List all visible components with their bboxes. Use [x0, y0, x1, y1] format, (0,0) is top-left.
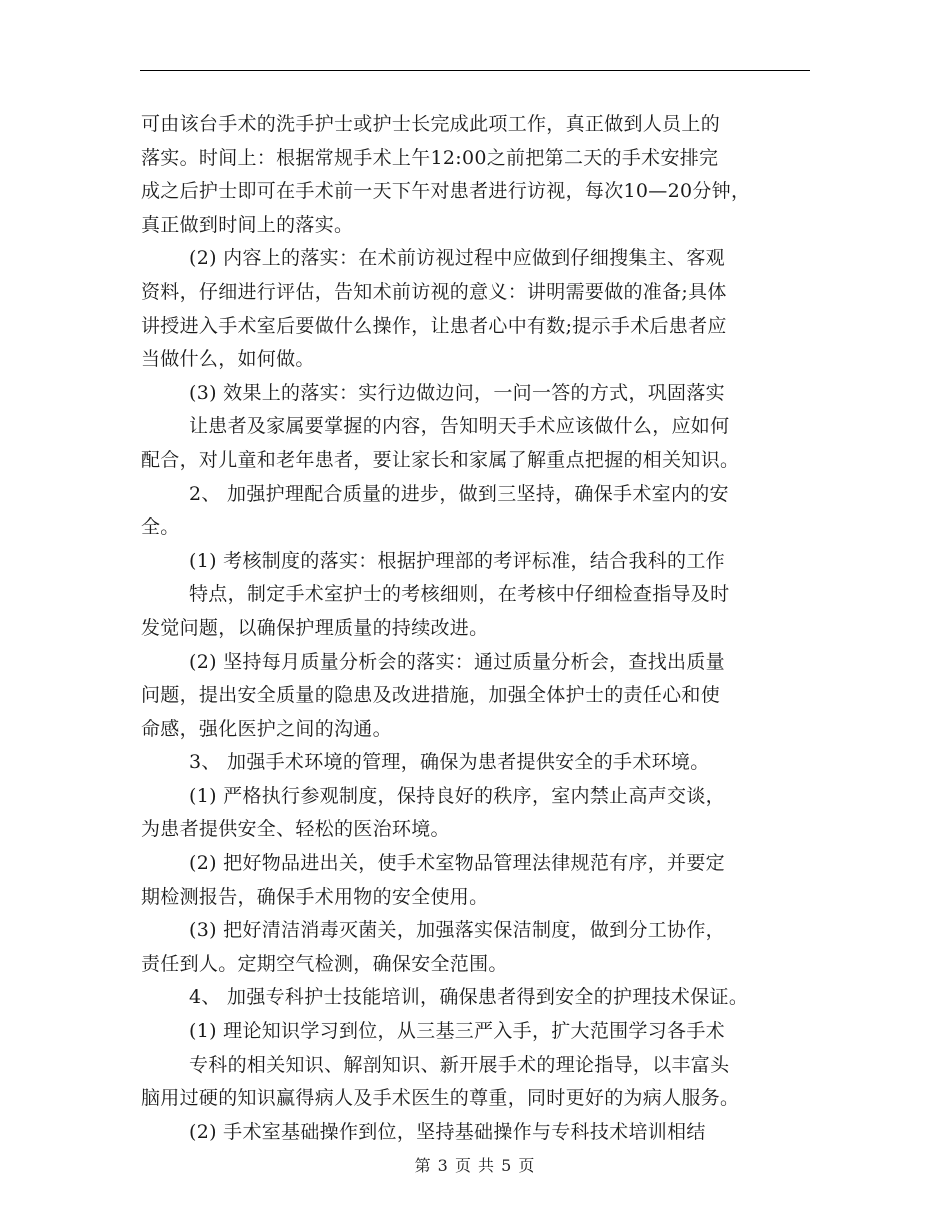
text-line: 全。 [141, 516, 180, 539]
text-line: 真正做到时间上的落实。 [141, 213, 354, 236]
text-line: 脑用过硬的知识赢得病人及手术医生的尊重，同时更好的为病人服务。 [141, 1087, 740, 1110]
paragraph-item: (2) 把好物品进出关，使手术室物品管理法律规范有序，并要定 [189, 852, 725, 875]
paragraph-item: (1) 严格执行参观制度，保持良好的秩序，室内禁止高声交谈， [189, 784, 725, 807]
text-line: 让患者及家属要掌握的内容，告知明天手术应该做什么，应如何 [189, 415, 730, 438]
header-rule [140, 70, 810, 71]
text-line: 发觉问题，以确保护理质量的持续改进。 [141, 616, 489, 639]
text-line: 为患者提供安全、轻松的医治环境。 [141, 818, 450, 841]
paragraph-item: (3) 效果上的落实：实行边做边问，一问一答的方式，巩固落实 [189, 381, 725, 404]
document-body [141, 108, 821, 1149]
text-line: 专科的相关知识、解剖知识、新开展手术的理论指导，以丰富头 [189, 1053, 730, 1076]
paragraph-item: (1) 理论知识学习到位，从三基三严入手，扩大范围学习各手术 [189, 1020, 725, 1043]
paragraph-item: (2) 手术室基础操作到位，坚持基础操作与专科技术培训相结 [189, 1120, 706, 1143]
section-heading: 4、 加强专科护士技能培训，确保患者得到安全的护理技术保证。 [189, 986, 749, 1009]
text-line: 可由该台手术的洗手护士或护士长完成此项工作，真正做到人员上的 [141, 113, 721, 135]
paragraph-item: (1) 考核制度的落实：根据护理部的考评标准，结合我科的工作 [189, 549, 725, 572]
text-line: 配合，对儿童和老年患者，要让家长和家属了解重点把握的相关知识。 [141, 448, 740, 471]
text-line: 期检测报告，确保手术用物的安全使用。 [141, 885, 489, 908]
text-line: 当做什么，如何做。 [141, 348, 315, 371]
text-line: 问题，提出安全质量的隐患及改进措施，加强全体护士的责任心和使 [141, 684, 721, 707]
text-line: 讲授进入手术室后要做什么操作，让患者心中有数;提示手术后患者应 [141, 314, 727, 337]
page-footer: 第 3 页 共 5 页 [414, 1156, 536, 1175]
text-line: 特点，制定手术室护士的考核细则，在考核中仔细检查指导及时 [189, 583, 730, 606]
paragraph-item: (2) 坚持每月质量分析会的落实：通过质量分析会，查找出质量 [189, 650, 725, 673]
paragraph-item: (3) 把好清洁消毒灭菌关，加强落实保洁制度，做到分工协作， [189, 919, 725, 942]
section-heading: 2、 加强护理配合质量的进步，做到三坚持，确保手术室内的安 [189, 482, 729, 505]
text-line: 落实。时间上：根据常规手术上午12:00之前把第二天的手术安排完 [141, 146, 719, 169]
paragraph-item: (2) 内容上的落实：在术前访视过程中应做到仔细搜集主、客观 [189, 247, 725, 270]
text-line: 成之后护士即可在手术前一天下午对患者进行访视，每次10—20分钟， [141, 180, 751, 203]
text-line: 命感，强化医护之间的沟通。 [141, 717, 392, 740]
section-heading: 3、 加强手术环境的管理，确保为患者提供安全的手术环境。 [189, 751, 710, 774]
text-line: 资料，仔细进行评估，告知术前访视的意义：讲明需要做的准备;具体 [141, 280, 727, 303]
text-line: 责任到人。定期空气检测，确保安全范围。 [141, 952, 508, 975]
